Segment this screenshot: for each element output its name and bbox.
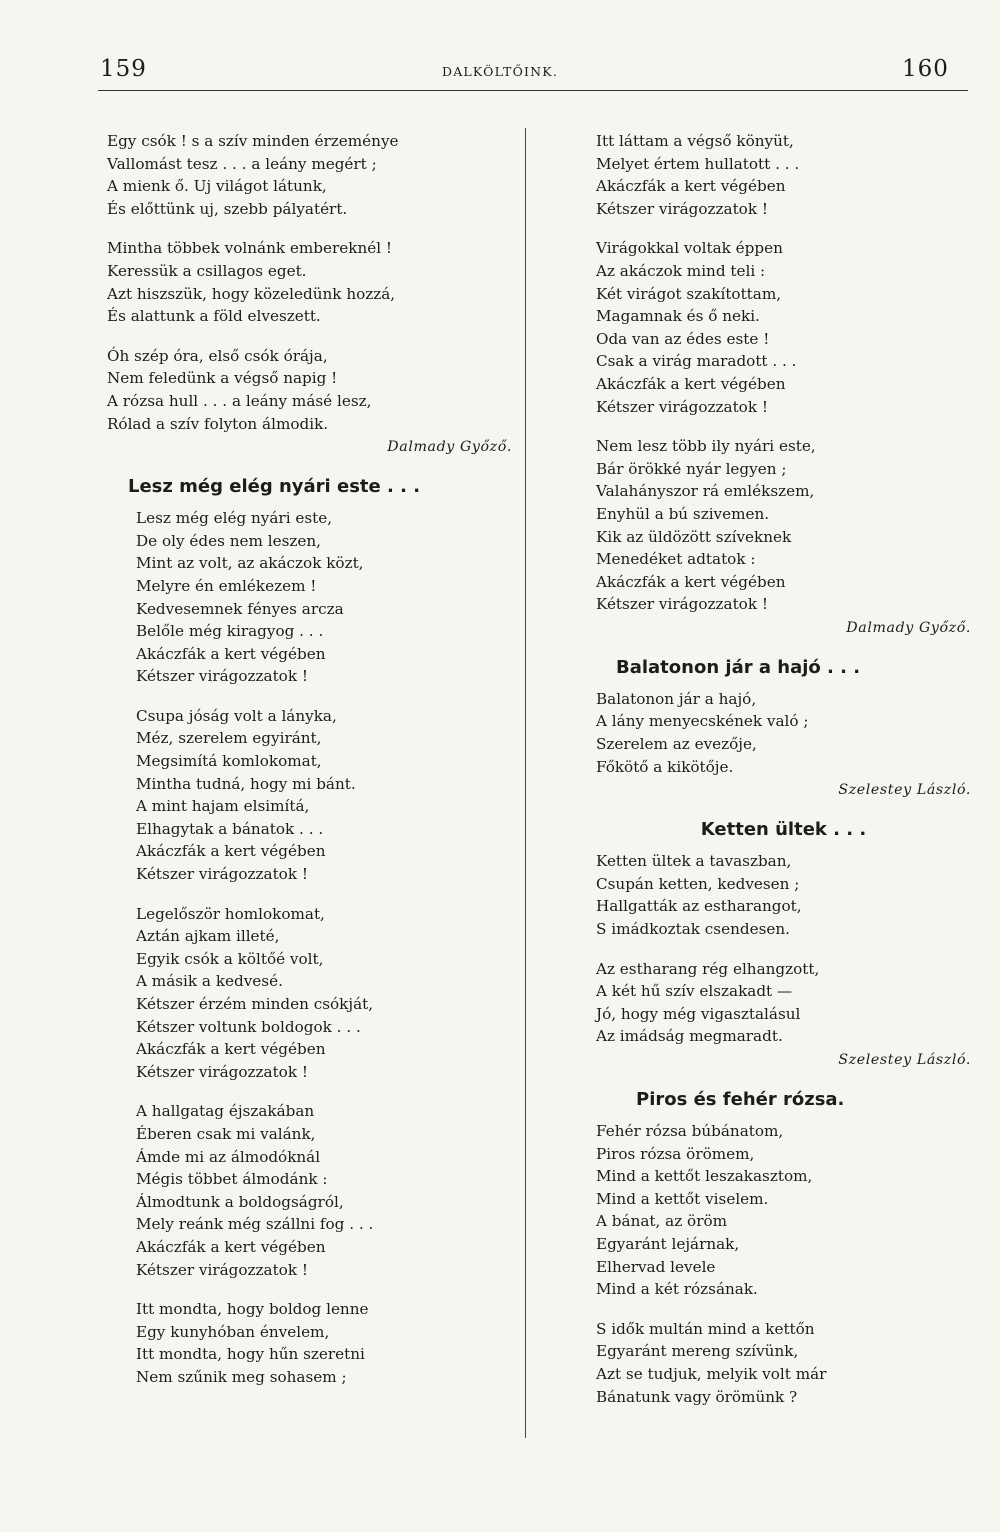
verse-line: És előttünk uj, szebb pályatért. (107, 199, 348, 218)
verse-line: A mint hajam elsimítá, (136, 797, 310, 816)
verse-line: Enyhül a bú szivemen. (596, 504, 770, 523)
poem-1-author: Dalmady Győző. (387, 439, 512, 456)
verse-line: Akáczfák a kert végében (136, 1237, 326, 1256)
poem-2-continued (596, 130, 971, 638)
poem-4 (596, 818, 971, 1070)
verse-line: A másik a kedvesé. (136, 972, 283, 991)
verse-line: Egy kunyhóban énvelem, (136, 1322, 330, 1341)
verse-line: Kétszer virágozzatok ! (136, 1062, 308, 1081)
verse-line: Elhervad levele (596, 1257, 716, 1276)
page-number-left: 159 (100, 56, 147, 82)
verse-line: Magamnak és ő neki. (596, 307, 760, 326)
stanza (107, 130, 512, 220)
verse-line: Rólad a szív folyton álmodik. (107, 414, 329, 433)
verse-line: Kedvesemnek fényes arcza (136, 599, 344, 618)
verse-line: Csak a virág maradott . . . (596, 352, 797, 371)
header-rule (98, 90, 968, 91)
column-divider (525, 128, 526, 1438)
verse-line: Mind a kettőt leszakasztom, (596, 1167, 813, 1186)
verse-line: Kik az üldözött szíveknek (596, 527, 792, 546)
poem-3-title: Balatonon jár a hajó . . . (616, 656, 861, 678)
verse-line: A bánat, az öröm (596, 1212, 727, 1231)
verse-line: Kétszer virágozzatok ! (136, 1260, 308, 1279)
verse-line: Bár örökké nyár legyen ; (596, 459, 787, 478)
verse-line: Kétszer voltunk boldogok . . . (136, 1017, 361, 1036)
verse-line: Két virágot szakítottam, (596, 284, 782, 303)
stanza (596, 1120, 971, 1301)
verse-line: Nem lesz több ily nyári este, (596, 437, 816, 456)
verse-line: A rózsa hull . . . a leány másé lesz, (107, 391, 372, 410)
poem-2 (107, 475, 512, 1388)
verse-line: Csupa jóság volt a lányka, (136, 706, 337, 725)
verse-line: Kétszer virágozzatok ! (596, 199, 768, 218)
verse-line: Piros rózsa örömem, (596, 1144, 755, 1163)
verse-line: Kétszer virágozzatok ! (596, 595, 768, 614)
verse-line: Akáczfák a kert végében (136, 644, 326, 663)
verse-line: Menedéket adtatok : (596, 550, 756, 569)
verse-line: Az akáczok mind teli : (596, 261, 766, 280)
verse-line: Virágokkal voltak éppen (596, 239, 783, 258)
verse-line: Itt láttam a végső könyüt, (596, 132, 794, 150)
verse-line: Egyaránt mereng szívünk, (596, 1342, 799, 1361)
stanza (596, 130, 971, 220)
verse-line: Elhagytak a bánatok . . . (136, 819, 324, 838)
verse-line: Itt mondta, hogy hűn szeretni (136, 1345, 365, 1364)
verse-line: Azt hiszszük, hogy közeledünk hozzá, (107, 284, 396, 303)
verse-line: Lesz még elég nyári este, (136, 509, 333, 528)
verse-line: S imádkoztak csendesen. (596, 920, 790, 939)
stanza (107, 1100, 512, 1281)
verse-line: Azt se tudjuk, melyik volt már (596, 1364, 827, 1383)
poem-2-author: Dalmady Győző. (846, 619, 971, 636)
verse-line: Akáczfák a kert végében (596, 177, 786, 196)
stanza (107, 705, 512, 886)
page-number-right: 160 (902, 56, 949, 82)
left-column (107, 130, 512, 1406)
poem-3-body (596, 688, 971, 778)
poem-5 (596, 1088, 971, 1408)
verse-line: Belőle még kiragyog . . . (136, 622, 324, 641)
verse-line: Az imádság megmaradt. (596, 1027, 783, 1046)
poem-5-body (596, 1120, 971, 1408)
stanza (107, 237, 512, 327)
poem-2-continued-body (596, 130, 971, 616)
verse-line: Mely reánk még szállni fog . . . (136, 1215, 374, 1234)
verse-line: Fehér rózsa búbánatom, (596, 1122, 784, 1140)
verse-line: Mint az volt, az akáczok közt, (136, 554, 364, 573)
poem-3 (596, 656, 971, 800)
verse-line: A két hű szív elszakadt — (596, 982, 793, 1001)
verse-line: Méz, szerelem egyiránt, (136, 729, 322, 748)
verse-line: Nem feledünk a végső napig ! (107, 369, 338, 388)
verse-line: Nem szűnik meg sohasem ; (136, 1367, 347, 1386)
verse-line: Mind a két rózsának. (596, 1280, 758, 1299)
verse-line: Kétszer virágozzatok ! (136, 865, 308, 884)
poem-2-body (107, 507, 512, 1388)
stanza (596, 237, 971, 418)
poem-1 (107, 130, 512, 457)
verse-line: Akáczfák a kert végében (596, 374, 786, 393)
stanza (596, 435, 971, 616)
verse-line: Mégis többet álmodánk : (136, 1170, 328, 1189)
verse-line: Éberen csak mi valánk, (136, 1124, 316, 1143)
poem-3-author: Szelestey László. (838, 782, 971, 799)
verse-line: Ketten ültek a tavaszban, (596, 852, 792, 871)
verse-line: Kétszer virágozzatok ! (136, 667, 308, 686)
verse-line: Keressük a csillagos eget. (107, 261, 307, 280)
verse-line: És alattunk a föld elveszett. (107, 307, 321, 326)
stanza (107, 507, 512, 688)
verse-line: Akáczfák a kert végében (136, 842, 326, 861)
verse-line: Óh szép óra, első csók órája, (107, 346, 328, 365)
stanza (596, 850, 971, 940)
verse-line: Jó, hogy még vigasztalásul (596, 1004, 801, 1023)
verse-line: De oly édes nem leszen, (136, 531, 321, 550)
verse-line: A lány menyecskének való ; (596, 712, 809, 731)
verse-line: Vallomást tesz . . . a leány megért ; (107, 154, 377, 173)
stanza (107, 345, 512, 435)
poem-1-body (107, 130, 512, 435)
verse-line: Főkötő a kikötője. (596, 757, 734, 776)
poem-4-author: Szelestey László. (838, 1052, 971, 1068)
verse-line: Akáczfák a kert végében (136, 1040, 326, 1059)
poem-4-title: Ketten ültek . . . (700, 819, 867, 841)
verse-line: Álmodtunk a boldogságról, (136, 1192, 344, 1211)
verse-line: Ámde mi az álmodóknál (136, 1147, 321, 1166)
stanza (596, 958, 971, 1048)
verse-line: Szerelem az evezője, (596, 735, 757, 754)
verse-line: Egyik csók a költőé volt, (136, 949, 324, 968)
stanza (596, 688, 971, 778)
verse-line: A mienk ő. Uj világot látunk, (107, 177, 327, 196)
right-column (596, 130, 971, 1425)
stanza (596, 1318, 971, 1408)
verse-line: Az estharang rég elhangzott, (596, 959, 820, 978)
verse-line: Csupán ketten, kedvesen ; (596, 874, 800, 893)
verse-line: Balatonon jár a hajó, (596, 689, 757, 708)
verse-line: Melyre én emlékezem ! (136, 576, 317, 595)
verse-line: Mind a kettőt viselem. (596, 1189, 769, 1208)
verse-line: Megsimítá komlokomat, (136, 752, 322, 771)
verse-line: Mintha tudná, hogy mi bánt. (136, 774, 356, 793)
verse-line: Valahányszor rá emlékszem, (596, 482, 815, 501)
poem-5-title: Piros és fehér rózsa. (636, 1089, 845, 1110)
verse-line: Akáczfák a kert végében (596, 572, 786, 591)
verse-line: Oda van az édes este ! (596, 329, 770, 348)
stanza (107, 1298, 512, 1388)
verse-line: Kétszer virágozzatok ! (596, 397, 768, 416)
verse-line: Bánatunk vagy örömünk ? (596, 1387, 798, 1406)
verse-line: Egy csók ! s a szív minden érzeménye (107, 132, 399, 150)
verse-line: Itt mondta, hogy boldog lenne (136, 1300, 369, 1319)
poem-2-title: Lesz még elég nyári este . . . (128, 476, 421, 498)
verse-line: Egyaránt lejárnak, (596, 1234, 740, 1253)
verse-line: A hallgatag éjszakában (136, 1102, 315, 1121)
running-title: DALKÖLTŐINK. (441, 64, 559, 79)
verse-line: Aztán ajkam illeté, (136, 927, 280, 946)
verse-line: Legelőször homlokomat, (136, 904, 325, 923)
verse-line: Kétszer érzém minden csókját, (136, 995, 374, 1013)
verse-line: S idők multán mind a kettőn (596, 1319, 815, 1338)
verse-line: Hallgatták az estharangot, (596, 897, 802, 916)
verse-line: Melyet értem hullatott . . . (596, 154, 800, 173)
verse-line: Mintha többek volnánk embereknél ! (107, 239, 393, 258)
stanza (107, 903, 512, 1084)
poem-4-body (596, 850, 971, 1048)
